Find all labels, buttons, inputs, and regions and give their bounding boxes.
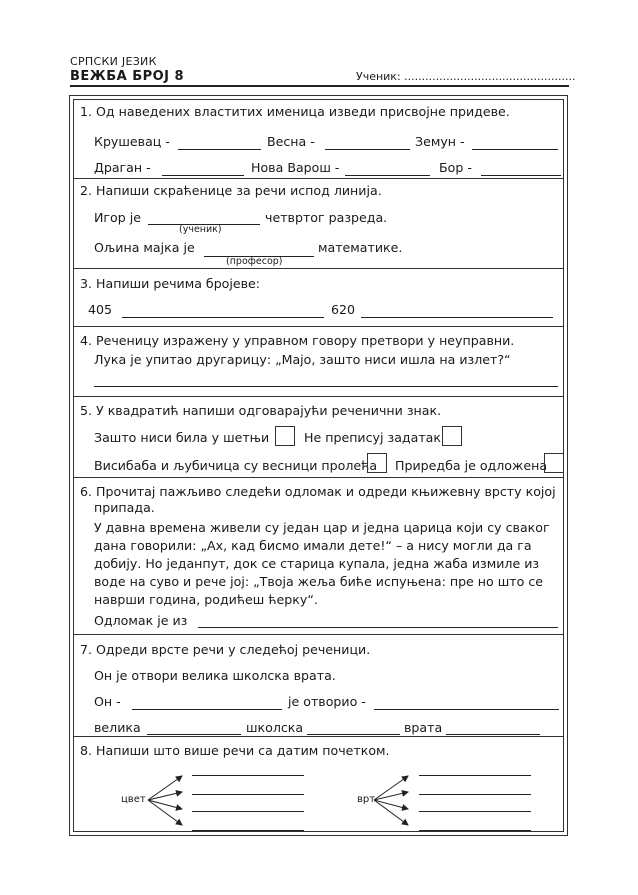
q1-instruction: 1. Од наведених властитих именица изведи присвојне придеве. — [80, 104, 510, 119]
q2-sentence-end: четвртог разреда. — [265, 210, 388, 225]
q2-hint: (ученик) — [179, 224, 222, 235]
q6-passage-line: У давна времена живели су један цар и једна царица који су сваког — [94, 520, 550, 535]
q7-word: је отворио - — [288, 694, 366, 709]
q8-answer-line[interactable] — [192, 830, 304, 831]
q6-passage-line: дана говорили: „Ах, кад бисмо имали дете!“ – а нису могли да га — [94, 538, 532, 553]
q7-word: Он - — [94, 694, 121, 709]
q7-word: школска — [246, 720, 304, 735]
q8-answer-line[interactable] — [192, 794, 304, 795]
q2-sentence-start: Игор је — [94, 210, 141, 225]
q3-number: 405 — [88, 302, 113, 317]
q6-passage-line: воде на суво и рече јој: „Твоја жеља биће испуњена: пре но што се — [94, 574, 543, 589]
student-name-field[interactable]: Ученик: ................................................. — [356, 70, 576, 83]
q1-item: Земун - — [415, 134, 465, 149]
q7-word: велика — [94, 720, 141, 735]
q6-instruction-cont: припада. — [94, 500, 155, 515]
subject-label: СРПСКИ ЈЕЗИК — [70, 55, 157, 68]
q6-answer-label: Одломак је из — [94, 613, 188, 628]
q4-instruction: 4. Реченицу изражену у управном говору претвори у неуправни. — [80, 333, 515, 348]
q2-sentence-start: Ољина мајка је — [94, 240, 195, 255]
q4-sentence: Лука је упитао другарицу: „Мајо, зашто ниси ишла на излет?“ — [94, 352, 511, 367]
header-rule — [70, 85, 569, 87]
q5-sentence: Зашто ниси била у шетњи — [94, 430, 270, 445]
q1-item: Нова Варош - — [251, 160, 340, 175]
q8-answer-line[interactable] — [419, 830, 531, 831]
q2-hint: (професор) — [226, 256, 283, 267]
q5-instruction: 5. У квадратић напиши одговарајући реченични знак. — [80, 403, 442, 418]
q6-passage-line: добију. Но једанпут, док се старица купала, једна жаба измиле из — [94, 556, 540, 571]
q6-passage-line: наврши година, родићеш ћерку“. — [94, 592, 318, 607]
q8-answer-line[interactable] — [419, 775, 531, 776]
q6-instruction: 6. Прочитај пажљиво следећи одломак и одреди књижевну врсту којој — [80, 484, 556, 499]
q7-word: врата — [404, 720, 443, 735]
q2-sentence-end: математике. — [318, 240, 403, 255]
q8-answer-line[interactable] — [419, 811, 531, 812]
q8-arrows-1 — [74, 100, 564, 835]
q5-sentence: Приредба је одложена — [395, 458, 548, 473]
q1-item: Крушевац - — [94, 134, 170, 149]
worksheet-frame — [69, 95, 568, 836]
exercise-title: ВЕЖБА БРОЈ 8 — [70, 69, 185, 84]
q5-sentence: Висибаба и љубичица су весници пролећа — [94, 458, 378, 473]
q1-item: Весна - — [267, 134, 315, 149]
q1-item: Драган - — [94, 160, 151, 175]
q7-sentence: Он је отвори велика школска врата. — [94, 668, 336, 683]
q1-item: Бор - — [439, 160, 472, 175]
q8-answer-line[interactable] — [419, 794, 531, 795]
q8-answer-line[interactable] — [192, 811, 304, 812]
q3-instruction: 3. Напиши речима бројеве: — [80, 276, 261, 291]
q8-instruction: 8. Напиши што више речи са датим почетком. — [80, 743, 390, 758]
q8-answer-line[interactable] — [192, 775, 304, 776]
q8-start-word: цвет — [121, 794, 146, 805]
q5-sentence: Не преписуј задатак — [304, 430, 441, 445]
worksheet-inner-frame — [73, 99, 564, 832]
q2-instruction: 2. Напиши скраћенице за речи испод линија. — [80, 183, 382, 198]
q3-number: 620 — [331, 302, 356, 317]
q8-start-word: врт — [357, 794, 376, 805]
q7-instruction: 7. Одреди врсте речи у следећој реченици. — [80, 642, 371, 657]
